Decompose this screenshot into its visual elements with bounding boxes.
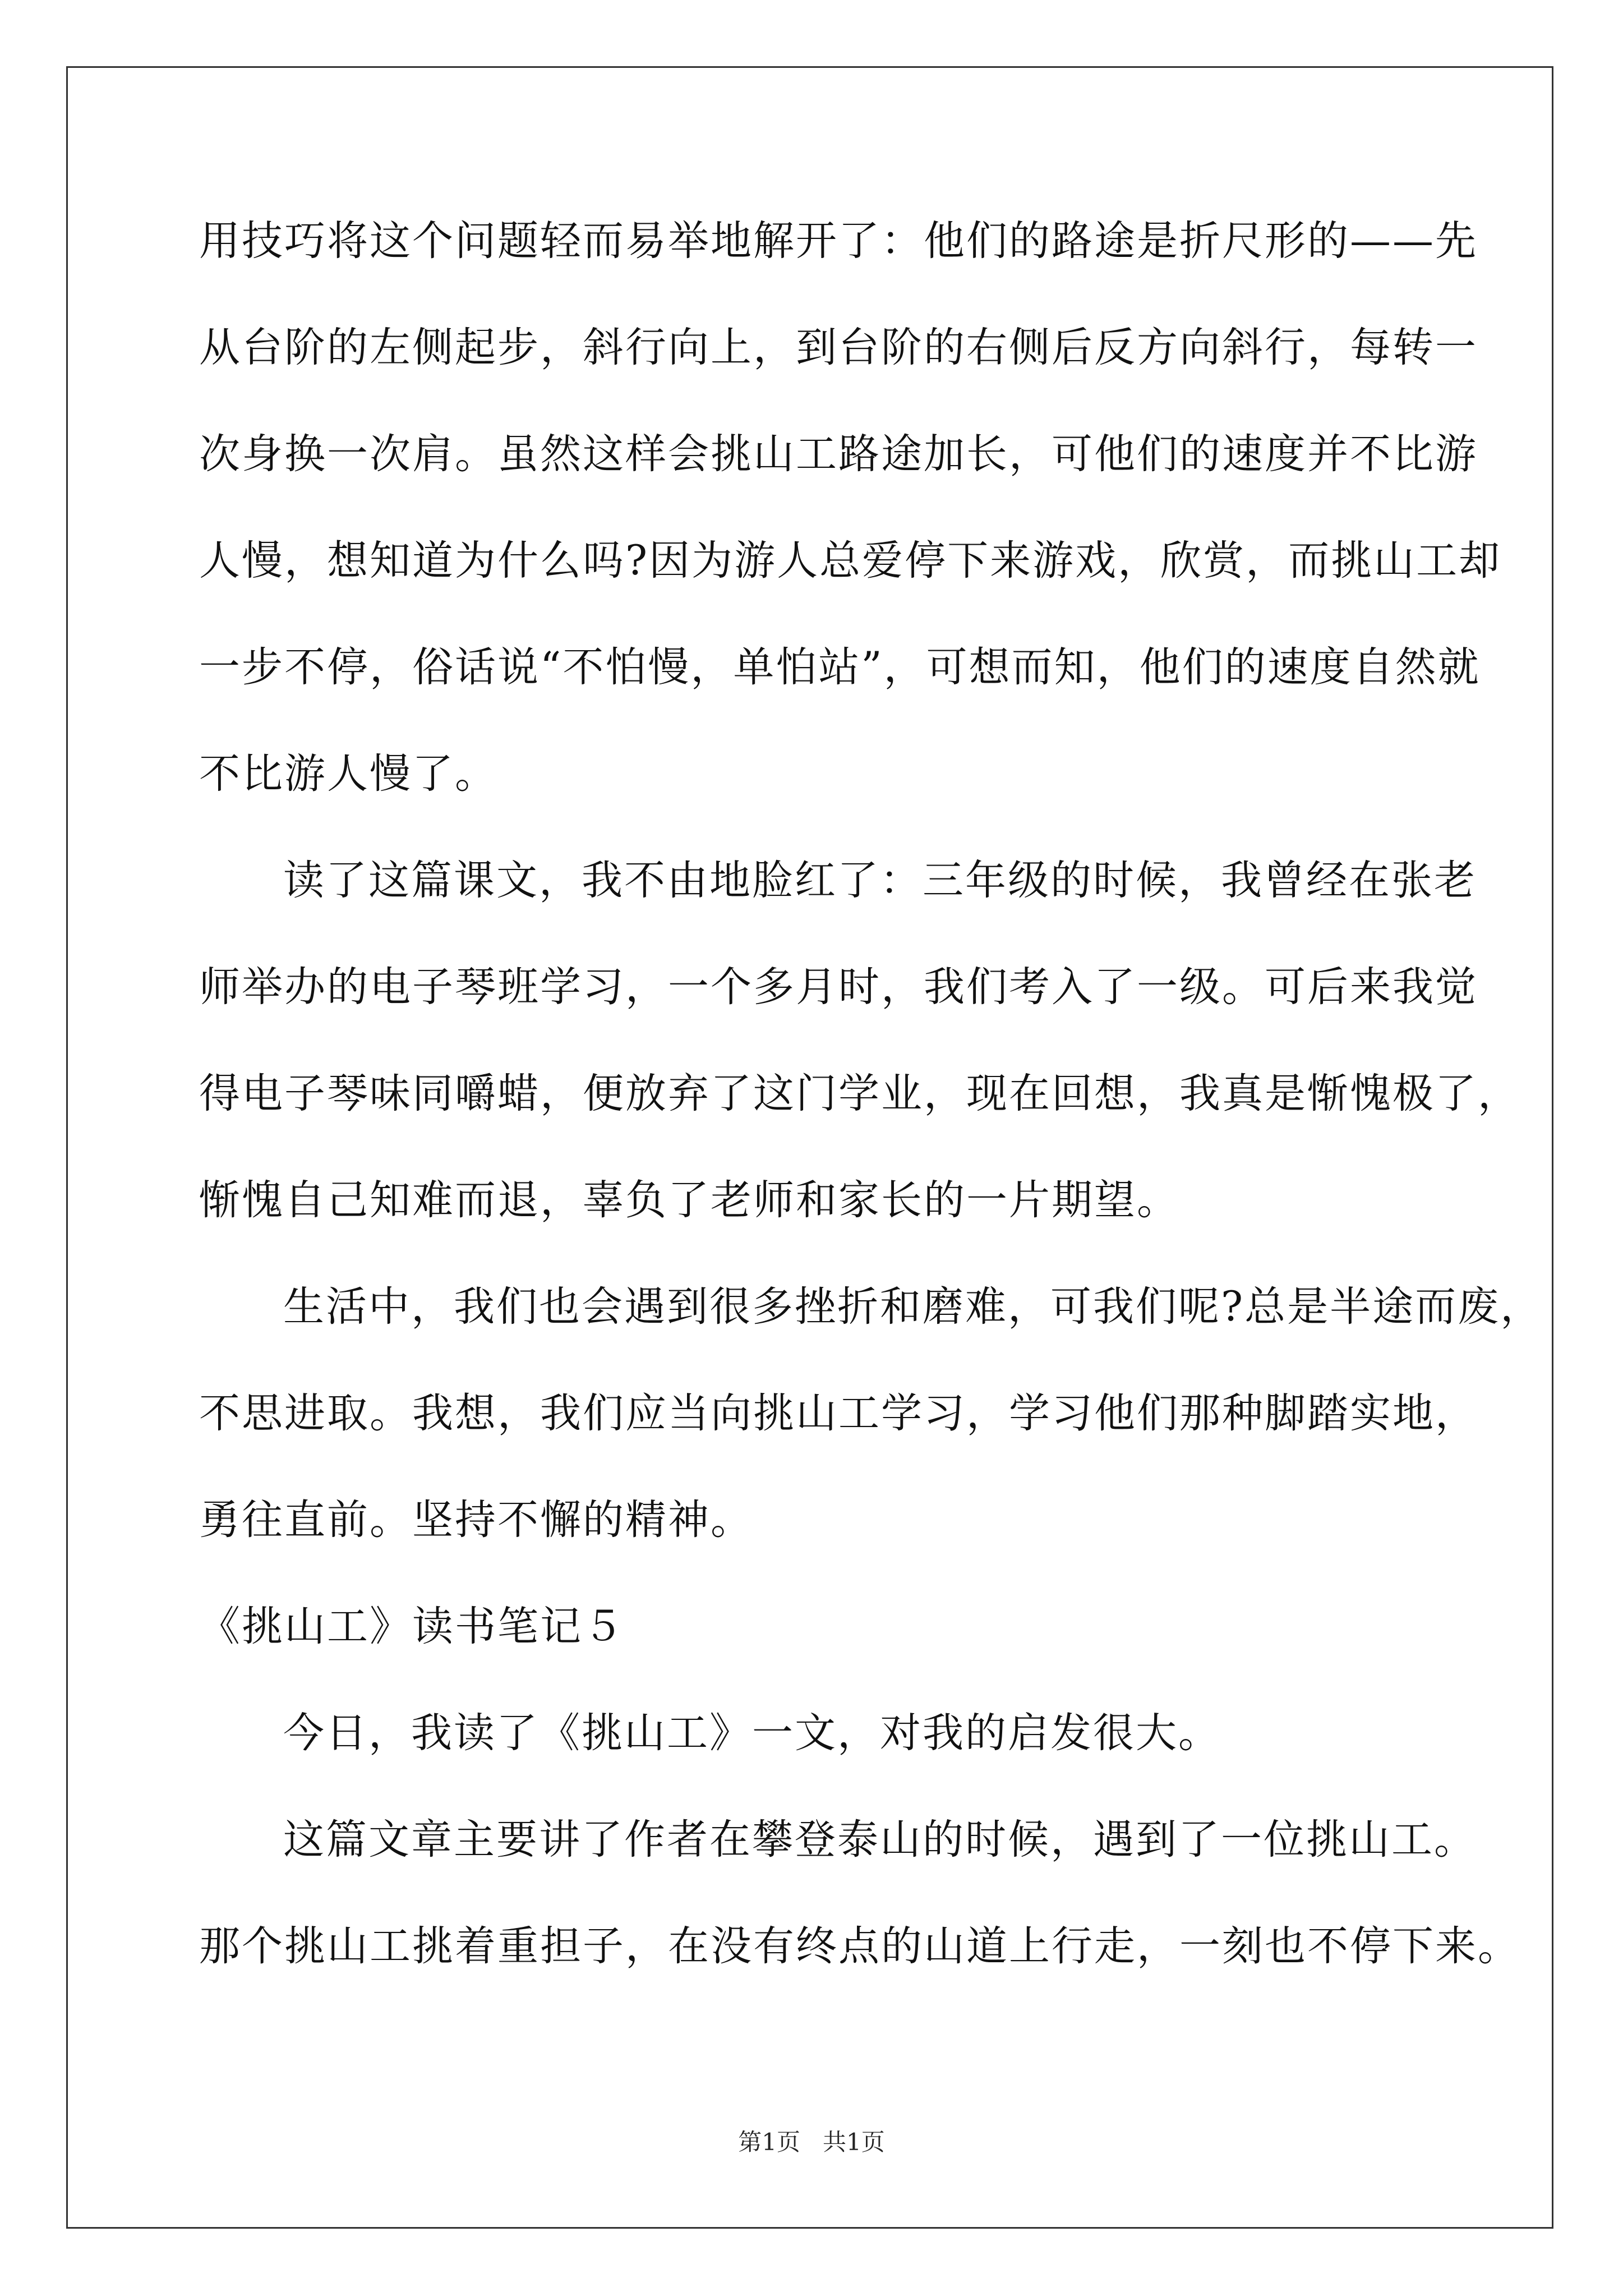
text-line: 师举办的电子琴班学习，一个多月时，我们考入了一级。可后来我觉 — [199, 963, 1478, 1011]
text-line: 一步不停，俗话说“不怕慢，单怕站”，可想而知，他们的速度自然就 — [199, 643, 1481, 691]
text-line: 不思进取。我想，我们应当向挑山工学习，学习他们那种脚踏实地， — [199, 1389, 1478, 1437]
text-line: 用技巧将这个问题轻而易举地解开了：他们的路途是折尺形的——先 — [199, 217, 1478, 265]
document-body — [199, 213, 1543, 2025]
section-heading: 《挑山工》读书笔记５ — [199, 1603, 625, 1650]
text-line: 得电子琴味同嚼蜡，便放弃了这门学业，现在回想，我真是惭愧极了， — [199, 1070, 1520, 1117]
text-line: 勇往直前。坚持不懈的精神。 — [199, 1496, 753, 1544]
text-line: 那个挑山工挑着重担子，在没有终点的山道上行走，一刻也不停下来。 — [199, 1922, 1520, 1970]
paragraph-start-line: 生活中，我们也会遇到很多挫折和磨难，可我们呢?总是半途而废， — [283, 1283, 1543, 1331]
paragraph-start-line: 今日，我读了《挑山工》一文，对我的启发很大。 — [283, 1709, 1221, 1757]
text-line: 次身换一次肩。虽然这样会挑山工路途加长，可他们的速度并不比游 — [199, 430, 1478, 478]
page-footer: 第1页 共1页 — [738, 2128, 885, 2156]
paragraph-start-line: 读了这篇课文，我不由地脸红了：三年级的时候，我曾经在张老 — [283, 857, 1477, 904]
text-line: 从台阶的左侧起步，斜行向上，到台阶的右侧后反方向斜行，每转一 — [199, 324, 1478, 371]
paragraph-start-line: 这篇文章主要讲了作者在攀登泰山的时候，遇到了一位挑山工。 — [283, 1816, 1477, 1864]
text-line: 惭愧自己知难而退，辜负了老师和家长的一片期望。 — [199, 1176, 1179, 1224]
text-line: 人慢，想知道为什么吗?因为游人总爱停下来游戏，欣赏，而挑山工却 — [199, 537, 1502, 585]
text-line: 不比游人慢了。 — [199, 750, 497, 798]
